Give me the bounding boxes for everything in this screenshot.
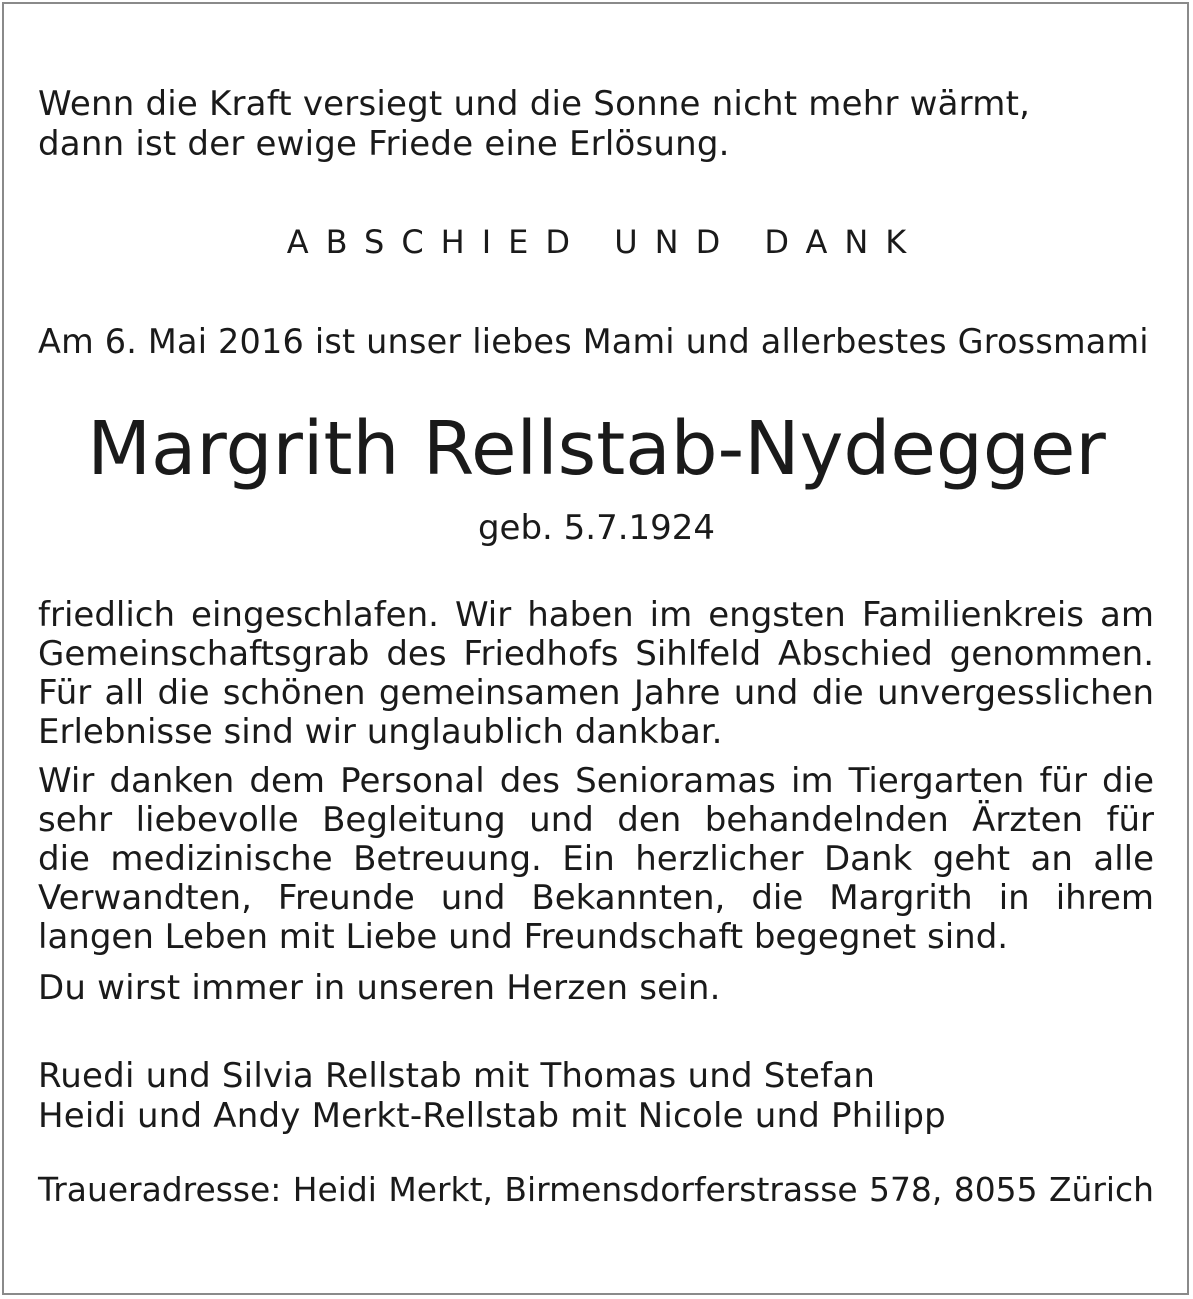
signature-line: Heidi und Andy Merkt-Rellstab mit Nicole und Philipp xyxy=(38,1096,946,1136)
paragraph-1-line: Gemeinschaftsgrab des Friedhofs Sihlfeld Abschied genommen. xyxy=(38,634,1154,674)
paragraph-1-line: Erlebnisse sind wir unglaublich dankbar. xyxy=(38,712,723,752)
paragraph-2-line: langen Leben mit Liebe und Freundschaft begegnet sind. xyxy=(38,917,1009,957)
paragraph-2-line: Wir danken dem Personal des Senioramas im Tiergarten für die xyxy=(38,761,1154,801)
paragraph-2-line: Verwandten, Freunde und Bekannten, die Margrith in ihrem xyxy=(38,878,1154,918)
motto-line-1: Wenn die Kraft versiegt und die Sonne nicht mehr wärmt, xyxy=(38,84,1031,124)
signature-line: Ruedi und Silvia Rellstab mit Thomas und Stefan xyxy=(38,1056,876,1096)
motto-line-2: dann ist der ewige Friede eine Erlösung. xyxy=(38,124,730,164)
closing-text: Du wirst immer in unseren Herzen sein. xyxy=(38,968,721,1008)
signatures xyxy=(38,1056,1154,1136)
paragraph-2-line: die medizinische Betreuung. Ein herzlicher Dank geht an alle xyxy=(38,839,1154,879)
deceased-name: Margrith Rellstab-Nydegger xyxy=(87,406,1106,492)
mourning-address xyxy=(38,1170,1154,1209)
birth-date: geb. 5.7.1924 xyxy=(477,508,716,548)
closing-line xyxy=(38,968,1154,1008)
intro-text xyxy=(38,322,1154,362)
paragraph-1-line: Für all die schönen gemeinsamen Jahre und die unvergesslichen xyxy=(38,673,1154,713)
motto-quote xyxy=(38,84,1154,164)
notice-heading: ABSCHIED UND DANK xyxy=(286,223,924,261)
intro-line: Am 6. Mai 2016 ist unser liebes Mami und allerbestes Grossmami xyxy=(38,322,1149,361)
paragraph-2-line: sehr liebevolle Begleitung und den behandelnden Ärzten für xyxy=(38,800,1154,840)
address-line: Traueradresse: Heidi Merkt, Birmensdorferstrasse 578, 8055 Zürich xyxy=(38,1170,1154,1209)
paragraph-1-line: friedlich eingeschlafen. Wir haben im engsten Familienkreis am xyxy=(38,595,1154,635)
paragraph-2 xyxy=(38,762,1154,957)
paragraph-1 xyxy=(38,596,1154,752)
